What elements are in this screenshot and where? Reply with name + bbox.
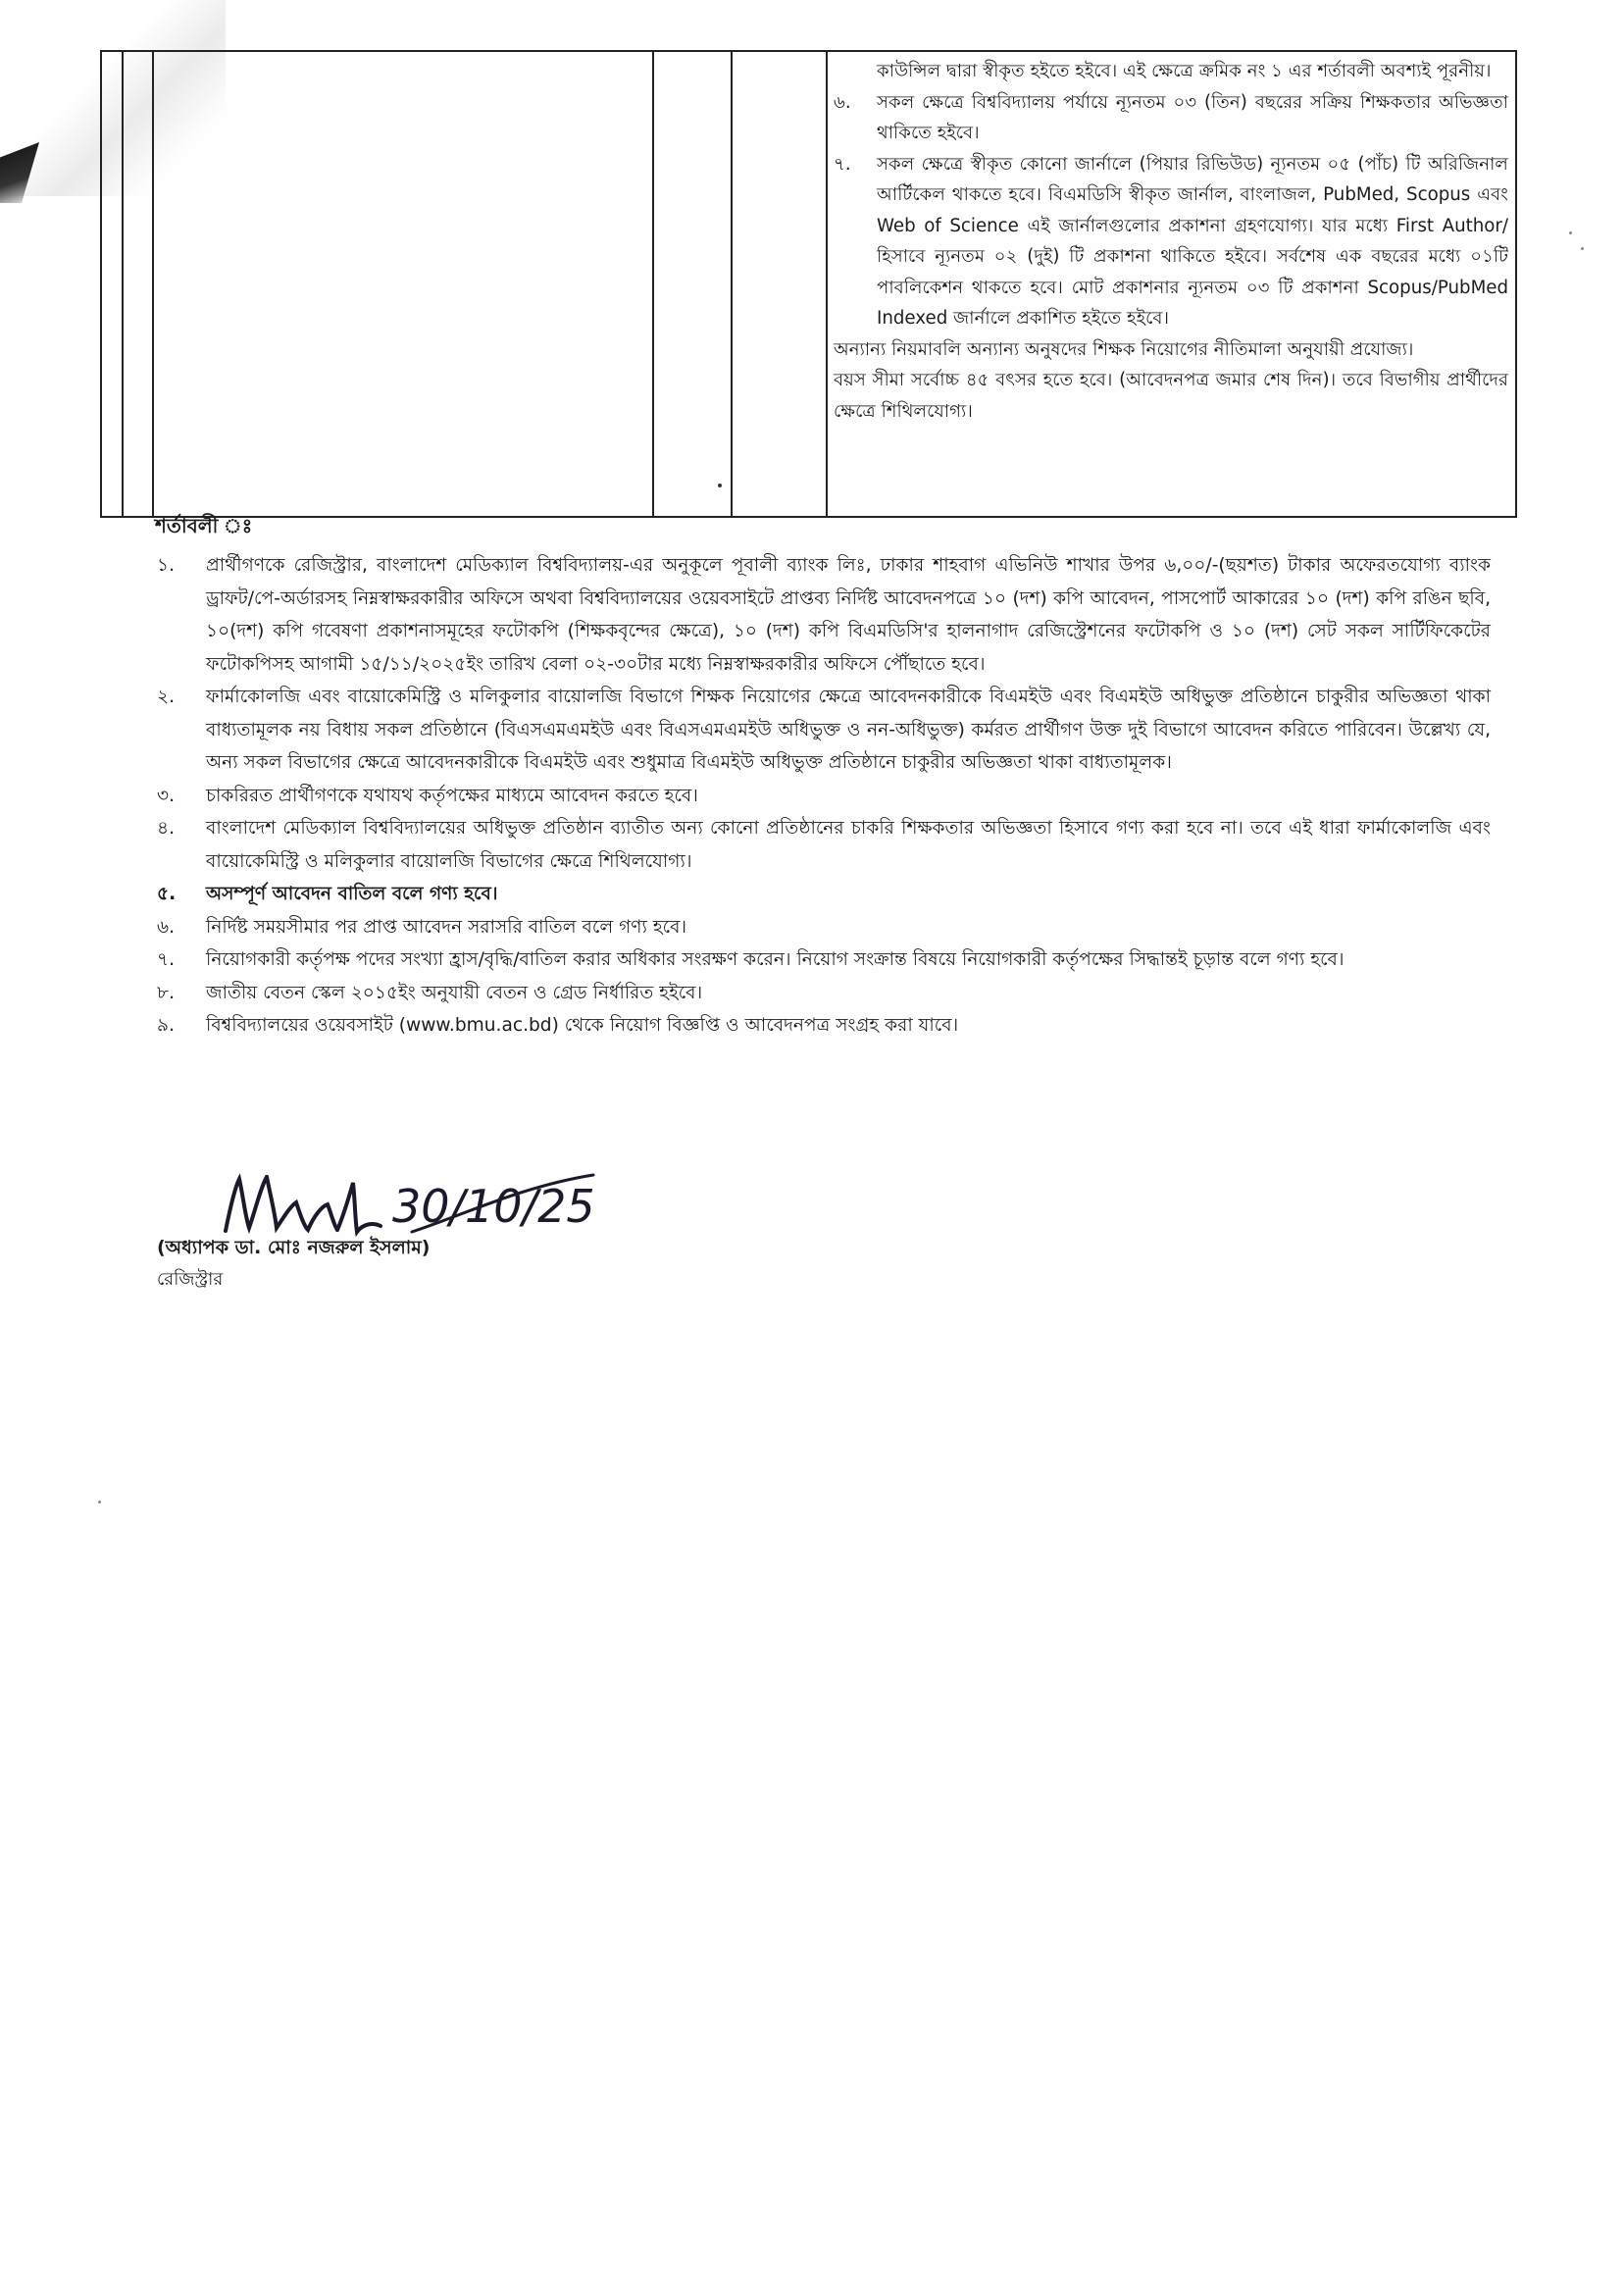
conditions-list	[157, 549, 1491, 1043]
condition-text: অসম্পূর্ণ আবেদন বাতিল বলে গণ্য হবে।	[206, 884, 498, 904]
scan-speck	[98, 1501, 101, 1504]
condition-item	[157, 977, 1491, 1010]
scan-speck	[1581, 247, 1584, 250]
condition-text: নির্দিষ্ট সময়সীমার পর প্রাপ্ত আবেদন সরাসরি বাতিল বলে গণ্য হবে।	[206, 916, 687, 938]
signatory-title: রেজিস্ট্রার	[157, 1269, 224, 1290]
condition-item	[157, 812, 1491, 878]
qualification-number: ৬.	[834, 91, 851, 113]
condition-text: নিয়োগকারী কর্তৃপক্ষ পদের সংখ্যা হ্রাস/বৃদ্ধি/বাতিল করার অধিকার সংরক্ষণ করেন। নিয়োগ সংক্রান্ত বিষয়ে নিয়োগকারী কর্তৃপক্ষের সিদ্ধান্তই চূড়ান্ত বলে গণ্য হবে।	[206, 949, 1345, 970]
scan-edge-mark	[0, 142, 39, 203]
condition-text: বাংলাদেশ মেডিক্যাল বিশ্ববিদ্যালয়ের অধিভুক্ত প্রতিষ্ঠান ব্যাতীত অন্য কোনো প্রতিষ্ঠানের চাকরি শিক্ষকতার অভিজ্ঞতা হিসাবে গণ্য করা হবে না। তবে এই ধারা ফার্মাকোলজি এবং বায়োকেমিস্ট্রি ও মলিকুলার বায়োলজি বিভাগের ক্ষেত্রে শিথিলযোগ্য।	[206, 818, 1491, 872]
qualification-line	[834, 149, 1508, 334]
table-col-divider	[652, 52, 654, 516]
condition-item	[157, 911, 1491, 944]
condition-number: ৬.	[157, 916, 176, 938]
qualification-text: সকল ক্ষেত্রে স্বীকৃত কোনো জার্নালে (পিয়ার রিভিউড) ন্যূনতম ০৫ (পাঁচ) টি অরিজিনাল আর্টিকেল থাকতে হবে। বিএমডিসি স্বীকৃত জার্নাল, বাংলাজল, PubMed, Scopus এবং Web of Science এই জার্নালগুলোর প্রকাশনা গ্রহণযোগ্য। যার মধ্যে First Author/ হিসাবে ন্যূনতম ০২ (দুই) টি প্রকাশনা থাকিতে হইবে। সর্বশেষ এক বছরের মধ্যে ০১টি পাবলিকেশন থাকতে হবে। মোট প্রকাশনার ন্যূনতম ০৩ টি প্রকাশনা Scopus/PubMed Indexed জার্নালে প্রকাশিত হইতে হইবে।	[877, 153, 1508, 329]
condition-text: জাতীয় বেতন স্কেল ২০১৫ইং অনুযায়ী বেতন ও গ্রেড নির্ধারিত হইবে।	[206, 982, 703, 1003]
condition-number: ৫.	[157, 884, 177, 904]
condition-text: বিশ্ববিদ্যালয়ের ওয়েবসাইট (www.bmu.ac.bd) থেকে নিয়োগ বিজ্ঞপ্তি ও আবেদনপত্র সংগ্রহ করা যাবে।	[206, 1015, 959, 1036]
qualification-text: সকল ক্ষেত্রে বিশ্ববিদ্যালয় পর্যায়ে ন্যূনতম ০৩ (তিন) বছরের সক্রিয় শিক্ষকতার অভিজ্ঞতা থাকিতে হইবে।	[877, 91, 1508, 143]
condition-item	[157, 943, 1491, 977]
qualification-number	[834, 56, 877, 87]
signature-date: 30/10/25	[392, 1180, 595, 1233]
condition-item	[157, 681, 1491, 780]
conditions-heading: শর্তাবলী ঃ	[155, 514, 253, 537]
qualification-table	[100, 50, 1517, 518]
ink-dot	[718, 484, 722, 487]
condition-item	[157, 878, 1491, 911]
table-col-divider	[731, 52, 733, 516]
condition-item	[157, 1009, 1491, 1043]
condition-number: ৭.	[157, 949, 176, 970]
qualification-line	[834, 87, 1508, 149]
handwritten-signature	[206, 1157, 618, 1246]
condition-text: চাকরিরত প্রার্থীগণকে যথাযথ কর্তৃপক্ষের মাধ্যমে আবেদন করতে হবে।	[206, 785, 698, 806]
table-col-divider	[122, 52, 124, 516]
condition-number: ৩.	[157, 785, 176, 806]
condition-item	[157, 780, 1491, 813]
signatory-name: (অধ্যাপক ডা. মোঃ নজরুল ইসলাম)	[157, 1237, 431, 1258]
table-col-divider	[826, 52, 828, 516]
qualification-line	[834, 56, 1508, 87]
qualification-number: ৭.	[834, 153, 851, 175]
condition-number: ৮.	[157, 982, 175, 1003]
condition-number: ২.	[157, 687, 176, 707]
condition-text: প্রার্থীগণকে রেজিস্ট্রার, বাংলাদেশ মেডিক্যাল বিশ্ববিদ্যালয়-এর অনুকূলে পূবালী ব্যাংক লিঃ, ঢাকার শাহবাগ এভিনিউ শাখার উপর ৬,০০/-(ছয়শত) টাকার অফেরতযোগ্য ব্যাংক ড্রাফট/পে-অর্ডারসহ নিম্নস্বাক্ষরকারীর অফিসে অথবা বিশ্ববিদ্যালয়ের ওয়েবসাইটে প্রাপ্তব্য নির্দিষ্ট আবেদনপত্রে ১০ (দশ) কপি আবেদন, পাসপোর্ট আকারের ১০ (দশ) কপি রঙিন ছবি, ১০(দশ) কপি গবেষণা প্রকাশনাসমূহের ফটোকপি (শিক্ষকবৃন্দের ক্ষেত্রে), ১০ (দশ) কপি বিএমডিসি'র হালনাগাদ রেজিস্ট্রেশনের ফটোকপি ও ১০ (দশ) সেট সকল সার্টিফিকেটের ফটোকপিসহ আগামী ১৫/১১/২০২৫ইং তারিখ বেলা ০২-৩০টার মধ্যে নিম্নস্বাক্ষরকারীর অফিসে পৌঁছাতে হবে।	[206, 555, 1491, 675]
qualification-text: কাউন্সিল দ্বারা স্বীকৃত হইতে হইবে। এই ক্ষেত্রে ক্রমিক নং ১ এর শর্তাবলী অবশ্যই পূরনীয়।	[877, 61, 1492, 81]
condition-number: ৪.	[157, 818, 175, 839]
condition-item	[157, 549, 1491, 681]
condition-number: ৯.	[157, 1015, 175, 1036]
table-note-rules: অন্যান্য নিয়মাবলি অন্যান্য অনুষদের শিক্ষক নিয়োগের নীতিমালা অনুযায়ী প্রযোজ্য।	[834, 338, 1414, 360]
qualification-cell	[834, 56, 1508, 427]
condition-number: ১.	[157, 555, 175, 576]
scan-speck	[1569, 231, 1572, 234]
table-note-age-limit: বয়স সীমা সর্বোচ্চ ৪৫ বৎসর হতে হবে। (আবেদনপত্র জমার শেষ দিন)। তবে বিভাগীয় প্রার্থীদের ক্ষেত্রে শিথিলযোগ্য।	[834, 370, 1508, 422]
condition-text: ফার্মাকোলজি এবং বায়োকেমিস্ট্রি ও মলিকুলার বায়োলজি বিভাগে শিক্ষক নিয়োগের ক্ষেত্রে আবেদনকারীকে বিএমইউ এবং বিএমইউ অধিভুক্ত প্রতিষ্ঠানে চাকুরীর অভিজ্ঞতা থাকা বাধ্যতামূলক নয় বিধায় সকল প্রতিষ্ঠানে (বিএসএমএমইউ এবং বিএসএমএমইউ অধিভুক্ত ও নন-অধিভুক্ত) কর্মরত প্রার্থীগণ উক্ত দুই বিভাগে আবেদন করিতে পারিবেন। উল্লেখ্য যে, অন্য সকল বিভাগের ক্ষেত্রে আবেদনকারীকে বিএমইউ এবং শুধুমাত্র বিএমইউ অধিভুক্ত প্রতিষ্ঠানে চাকুরীর অভিজ্ঞতা থাকা বাধ্যতামূলক।	[206, 687, 1491, 773]
table-col-divider	[152, 52, 154, 516]
